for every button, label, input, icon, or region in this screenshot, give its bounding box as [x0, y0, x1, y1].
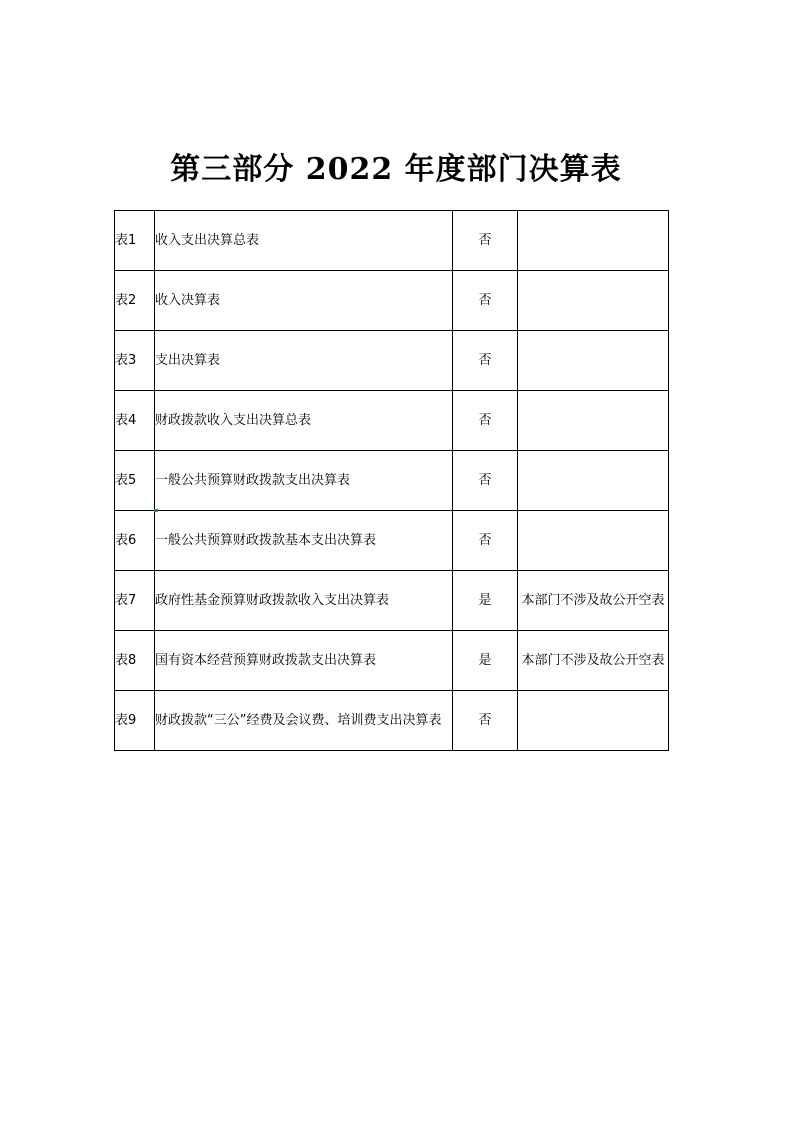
table-row [115, 211, 669, 271]
table-number-cell: 表7 [115, 571, 155, 631]
table-name-cell: 国有资本经营预算财政拨款支出决算表 [155, 631, 453, 691]
table-row [115, 271, 669, 331]
note-cell [518, 691, 669, 751]
table-name-cell: 财政拨款“三公”经费及会议费、培训费支出决算表 [155, 691, 453, 751]
note-cell [518, 391, 669, 451]
note-cell [518, 511, 669, 571]
empty-flag-cell: 是 [453, 631, 518, 691]
table-name-cell: 政府性基金预算财政拨款收入支出决算表 [155, 571, 453, 631]
table-row [115, 691, 669, 751]
empty-flag-cell: 否 [453, 451, 518, 511]
table-number-cell: 表4 [115, 391, 155, 451]
empty-flag-cell: 否 [453, 211, 518, 271]
table-name-cell: 一般公共预算财政拨款支出决算表 [155, 451, 453, 511]
table-number-cell: 表3 [115, 331, 155, 391]
empty-flag-cell: 否 [453, 331, 518, 391]
page-title: 第三部分 2022 年度部门决算表 [170, 152, 622, 187]
note-cell [518, 331, 669, 391]
empty-flag-cell: 否 [453, 391, 518, 451]
empty-flag-cell: 否 [453, 271, 518, 331]
table-number-cell: 表8 [115, 631, 155, 691]
table-number-cell: 表6 [115, 511, 155, 571]
table-row [115, 451, 669, 511]
table-name-cell: 收入支出决算总表 [155, 211, 453, 271]
empty-flag-cell: 否 [453, 511, 518, 571]
table-row [115, 331, 669, 391]
note-cell [518, 271, 669, 331]
table-number-cell: 表5 [115, 451, 155, 511]
cell-corner-marker [154, 509, 158, 512]
table-row [115, 391, 669, 451]
table-number-cell: 表2 [115, 271, 155, 331]
note-cell: 本部门不涉及故公开空表 [518, 631, 669, 691]
report-table [114, 210, 669, 751]
empty-flag-cell: 是 [453, 571, 518, 631]
table-name-cell: 支出决算表 [155, 331, 453, 391]
table-row [115, 511, 669, 571]
table-row [115, 571, 669, 631]
note-cell [518, 211, 669, 271]
table-number-cell: 表9 [115, 691, 155, 751]
table-row [115, 631, 669, 691]
table-name-cell: 一般公共预算财政拨款基本支出决算表 [155, 511, 453, 571]
table-name-cell: 财政拨款收入支出决算总表 [155, 391, 453, 451]
empty-flag-cell: 否 [453, 691, 518, 751]
note-cell: 本部门不涉及故公开空表 [518, 571, 669, 631]
table-number-cell: 表1 [115, 211, 155, 271]
note-cell [518, 451, 669, 511]
table-name-cell: 收入决算表 [155, 271, 453, 331]
